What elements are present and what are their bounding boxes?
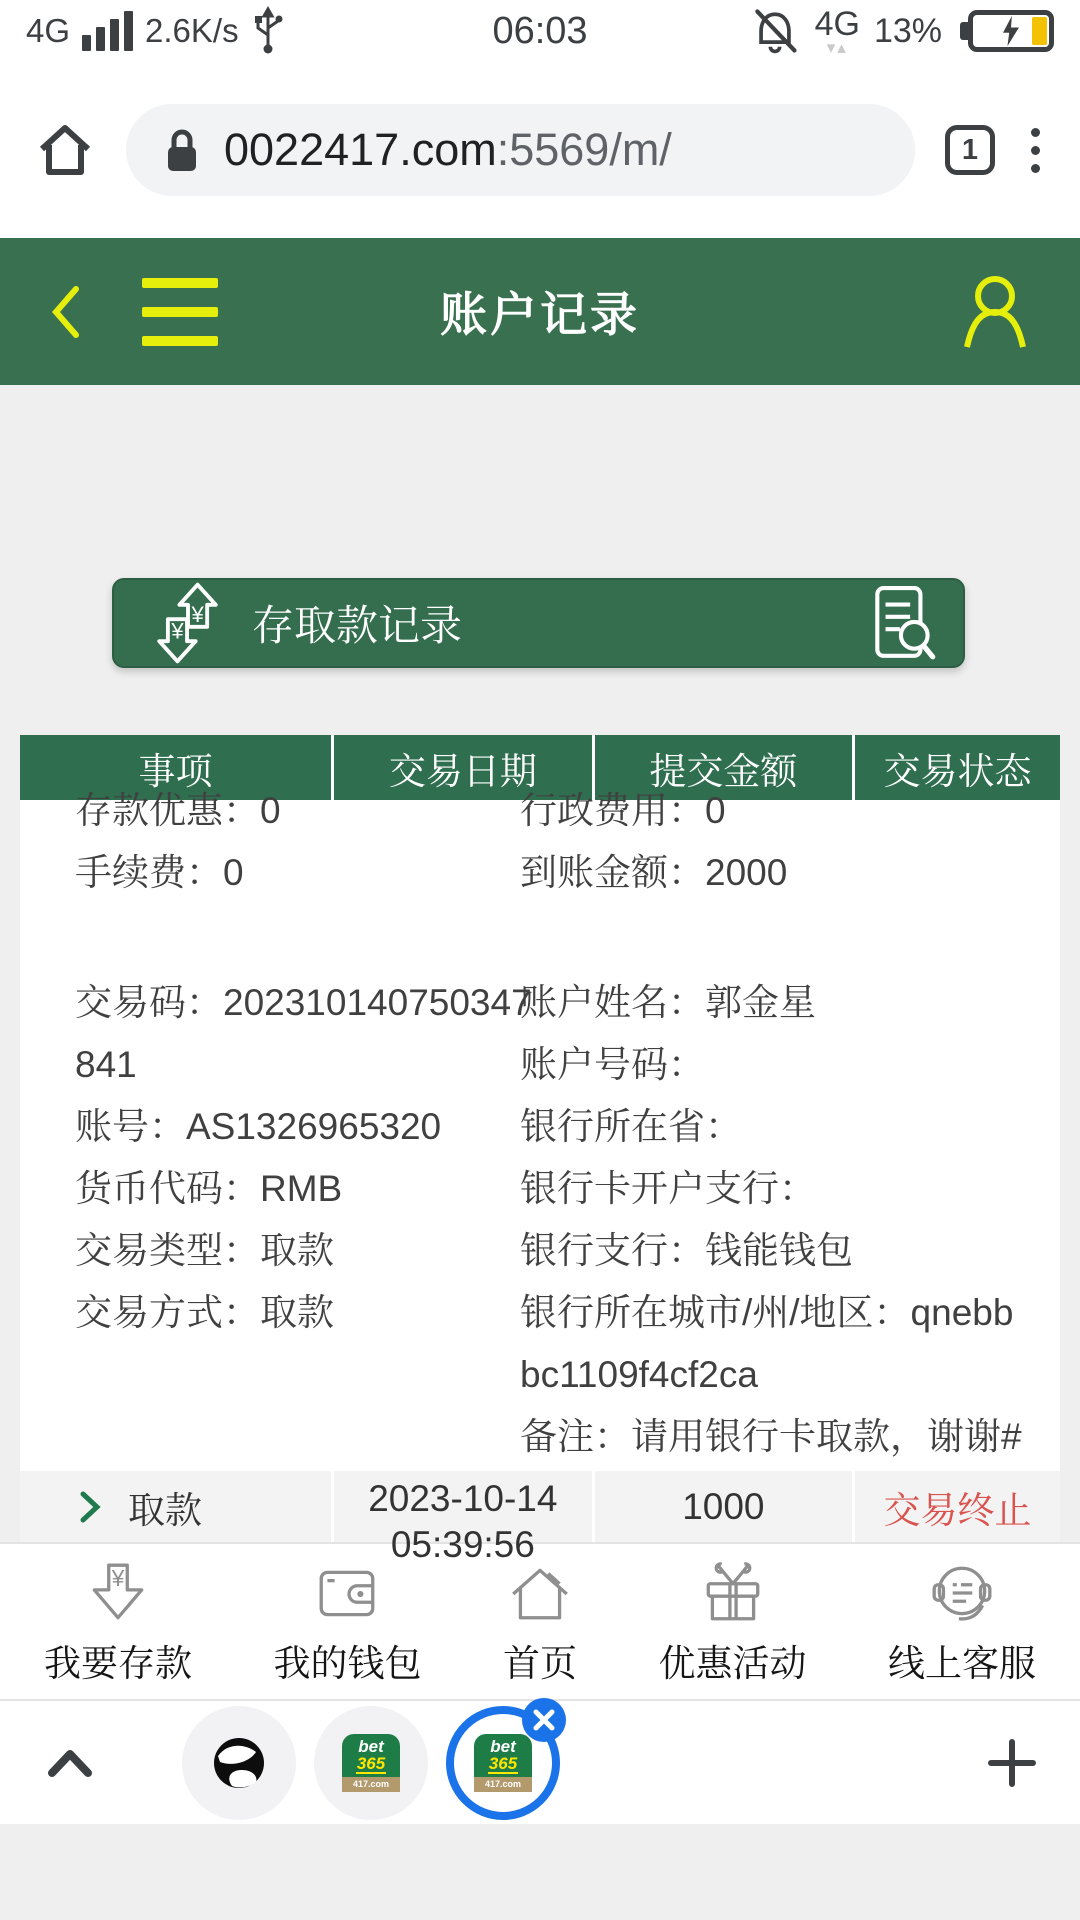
nav-item-promotions[interactable] xyxy=(659,1559,807,1687)
txn-amount: 1000 xyxy=(595,1471,856,1542)
clock: 06:03 xyxy=(492,9,588,52)
account-icon[interactable] xyxy=(956,273,1034,351)
kebab-menu-icon[interactable] xyxy=(1025,122,1046,179)
menu-icon[interactable] xyxy=(142,278,218,346)
close-tab-icon[interactable] xyxy=(522,1698,566,1742)
detail-field: 到账金额：2000 xyxy=(520,852,788,893)
tab-switcher-bar xyxy=(0,1699,1080,1824)
column-header-amount: 提交金额 xyxy=(595,735,856,800)
tab-thumbnail-bet365-active[interactable] xyxy=(446,1706,560,1820)
txn-item: 取款 xyxy=(128,1489,202,1531)
network-speed: 2.6K/s xyxy=(145,12,239,49)
page-title: 账户记录 xyxy=(440,288,640,341)
bell-muted-icon xyxy=(749,5,801,57)
column-header-date: 交易日期 xyxy=(334,735,595,800)
expand-chevron-icon[interactable] xyxy=(78,1489,102,1525)
tab-thumbnail-globe[interactable] xyxy=(182,1706,296,1820)
deposit-withdraw-banner[interactable] xyxy=(112,578,965,668)
column-header-item: 事项 xyxy=(20,735,334,800)
detail-field: 账户号码： xyxy=(520,1044,705,1085)
nav-label: 我的钱包 xyxy=(273,1643,422,1684)
nav-item-customer-service[interactable] xyxy=(888,1559,1036,1687)
detail-field: bc1109f4cf2ca xyxy=(520,1354,758,1395)
detail-field: 手续费：0 xyxy=(75,852,244,893)
bottom-nav xyxy=(0,1542,1080,1699)
detail-field: 货币代码：RMB xyxy=(75,1168,343,1209)
detail-field: 交易码：202310140750347 xyxy=(75,982,532,1023)
detail-field: 银行所在省： xyxy=(520,1106,742,1147)
detail-field: 银行卡开户支行： xyxy=(520,1168,816,1209)
status-right xyxy=(749,5,1054,57)
detail-field: 银行支行：钱能钱包 xyxy=(520,1230,853,1271)
battery-percent: 13% xyxy=(873,11,942,50)
lock-icon xyxy=(162,125,202,175)
url-bar[interactable] xyxy=(126,104,915,196)
browser-toolbar xyxy=(0,62,1080,238)
network-type: 4G xyxy=(26,12,71,49)
column-header-status: 交易状态 xyxy=(855,735,1060,800)
network-indicator: 4G ▾▴ xyxy=(814,4,860,57)
app-header xyxy=(0,238,1080,385)
detail-field: 账号：AS1326965320 xyxy=(75,1106,442,1147)
nav-item-wallet[interactable] xyxy=(274,1559,422,1687)
tab-counter[interactable]: 1 xyxy=(945,125,995,175)
detail-field: 账户姓名：郭金星 xyxy=(520,982,816,1023)
svg-text:¥: ¥ xyxy=(171,618,184,644)
record-search-icon[interactable] xyxy=(871,584,937,662)
nav-label: 线上客服 xyxy=(888,1643,1036,1684)
detail-field: 交易方式：取款 xyxy=(75,1292,334,1333)
nav-item-home[interactable] xyxy=(503,1559,577,1687)
back-chevron-icon[interactable] xyxy=(46,283,84,341)
usb-icon xyxy=(251,5,285,57)
url-domain: 0022417.com xyxy=(224,124,497,175)
signal-bars-icon xyxy=(82,11,133,51)
svg-text:¥: ¥ xyxy=(191,602,204,628)
transaction-row[interactable] xyxy=(20,1471,1060,1565)
txn-status-badge: 交易终止 xyxy=(855,1471,1060,1542)
new-tab-icon[interactable] xyxy=(986,1737,1038,1789)
txn-time: 05:39:56 xyxy=(390,1524,535,1565)
txn-date: 2023-10-14 xyxy=(368,1478,558,1519)
detail-field: 交易类型：取款 xyxy=(75,1230,334,1271)
nav-label: 首页 xyxy=(503,1643,577,1684)
detail-field: 备注：请用银行卡取款，谢谢# xyxy=(520,1416,1022,1457)
detail-field: 841 xyxy=(75,1044,137,1085)
home-icon[interactable] xyxy=(34,119,96,181)
tab-thumbnail-bet365[interactable] xyxy=(314,1706,428,1820)
status-left xyxy=(26,5,285,57)
bet365-favicon: bet 365 417.com xyxy=(342,1734,400,1792)
detail-field: 存款优惠：0 xyxy=(75,790,281,831)
status-bar xyxy=(0,0,1080,62)
nav-item-deposit[interactable] xyxy=(44,1559,192,1687)
detail-field: 行政费用：0 xyxy=(520,790,726,831)
nav-label: 优惠活动 xyxy=(658,1643,807,1684)
deposit-withdraw-icon xyxy=(140,577,236,669)
banner-title: 存取款记录 xyxy=(252,602,463,649)
bet365-favicon: bet 365 417.com xyxy=(474,1734,532,1792)
collapse-chevron-icon[interactable] xyxy=(42,1745,98,1781)
nav-label: 我要存款 xyxy=(44,1643,192,1684)
svg-text:¥: ¥ xyxy=(111,1564,125,1591)
detail-field: 银行所在城市/州/地区：qnebb xyxy=(520,1292,1014,1333)
battery-icon xyxy=(968,10,1054,52)
url-path: :5569/m/ xyxy=(496,124,672,175)
record-detail-panel xyxy=(20,780,1060,1471)
